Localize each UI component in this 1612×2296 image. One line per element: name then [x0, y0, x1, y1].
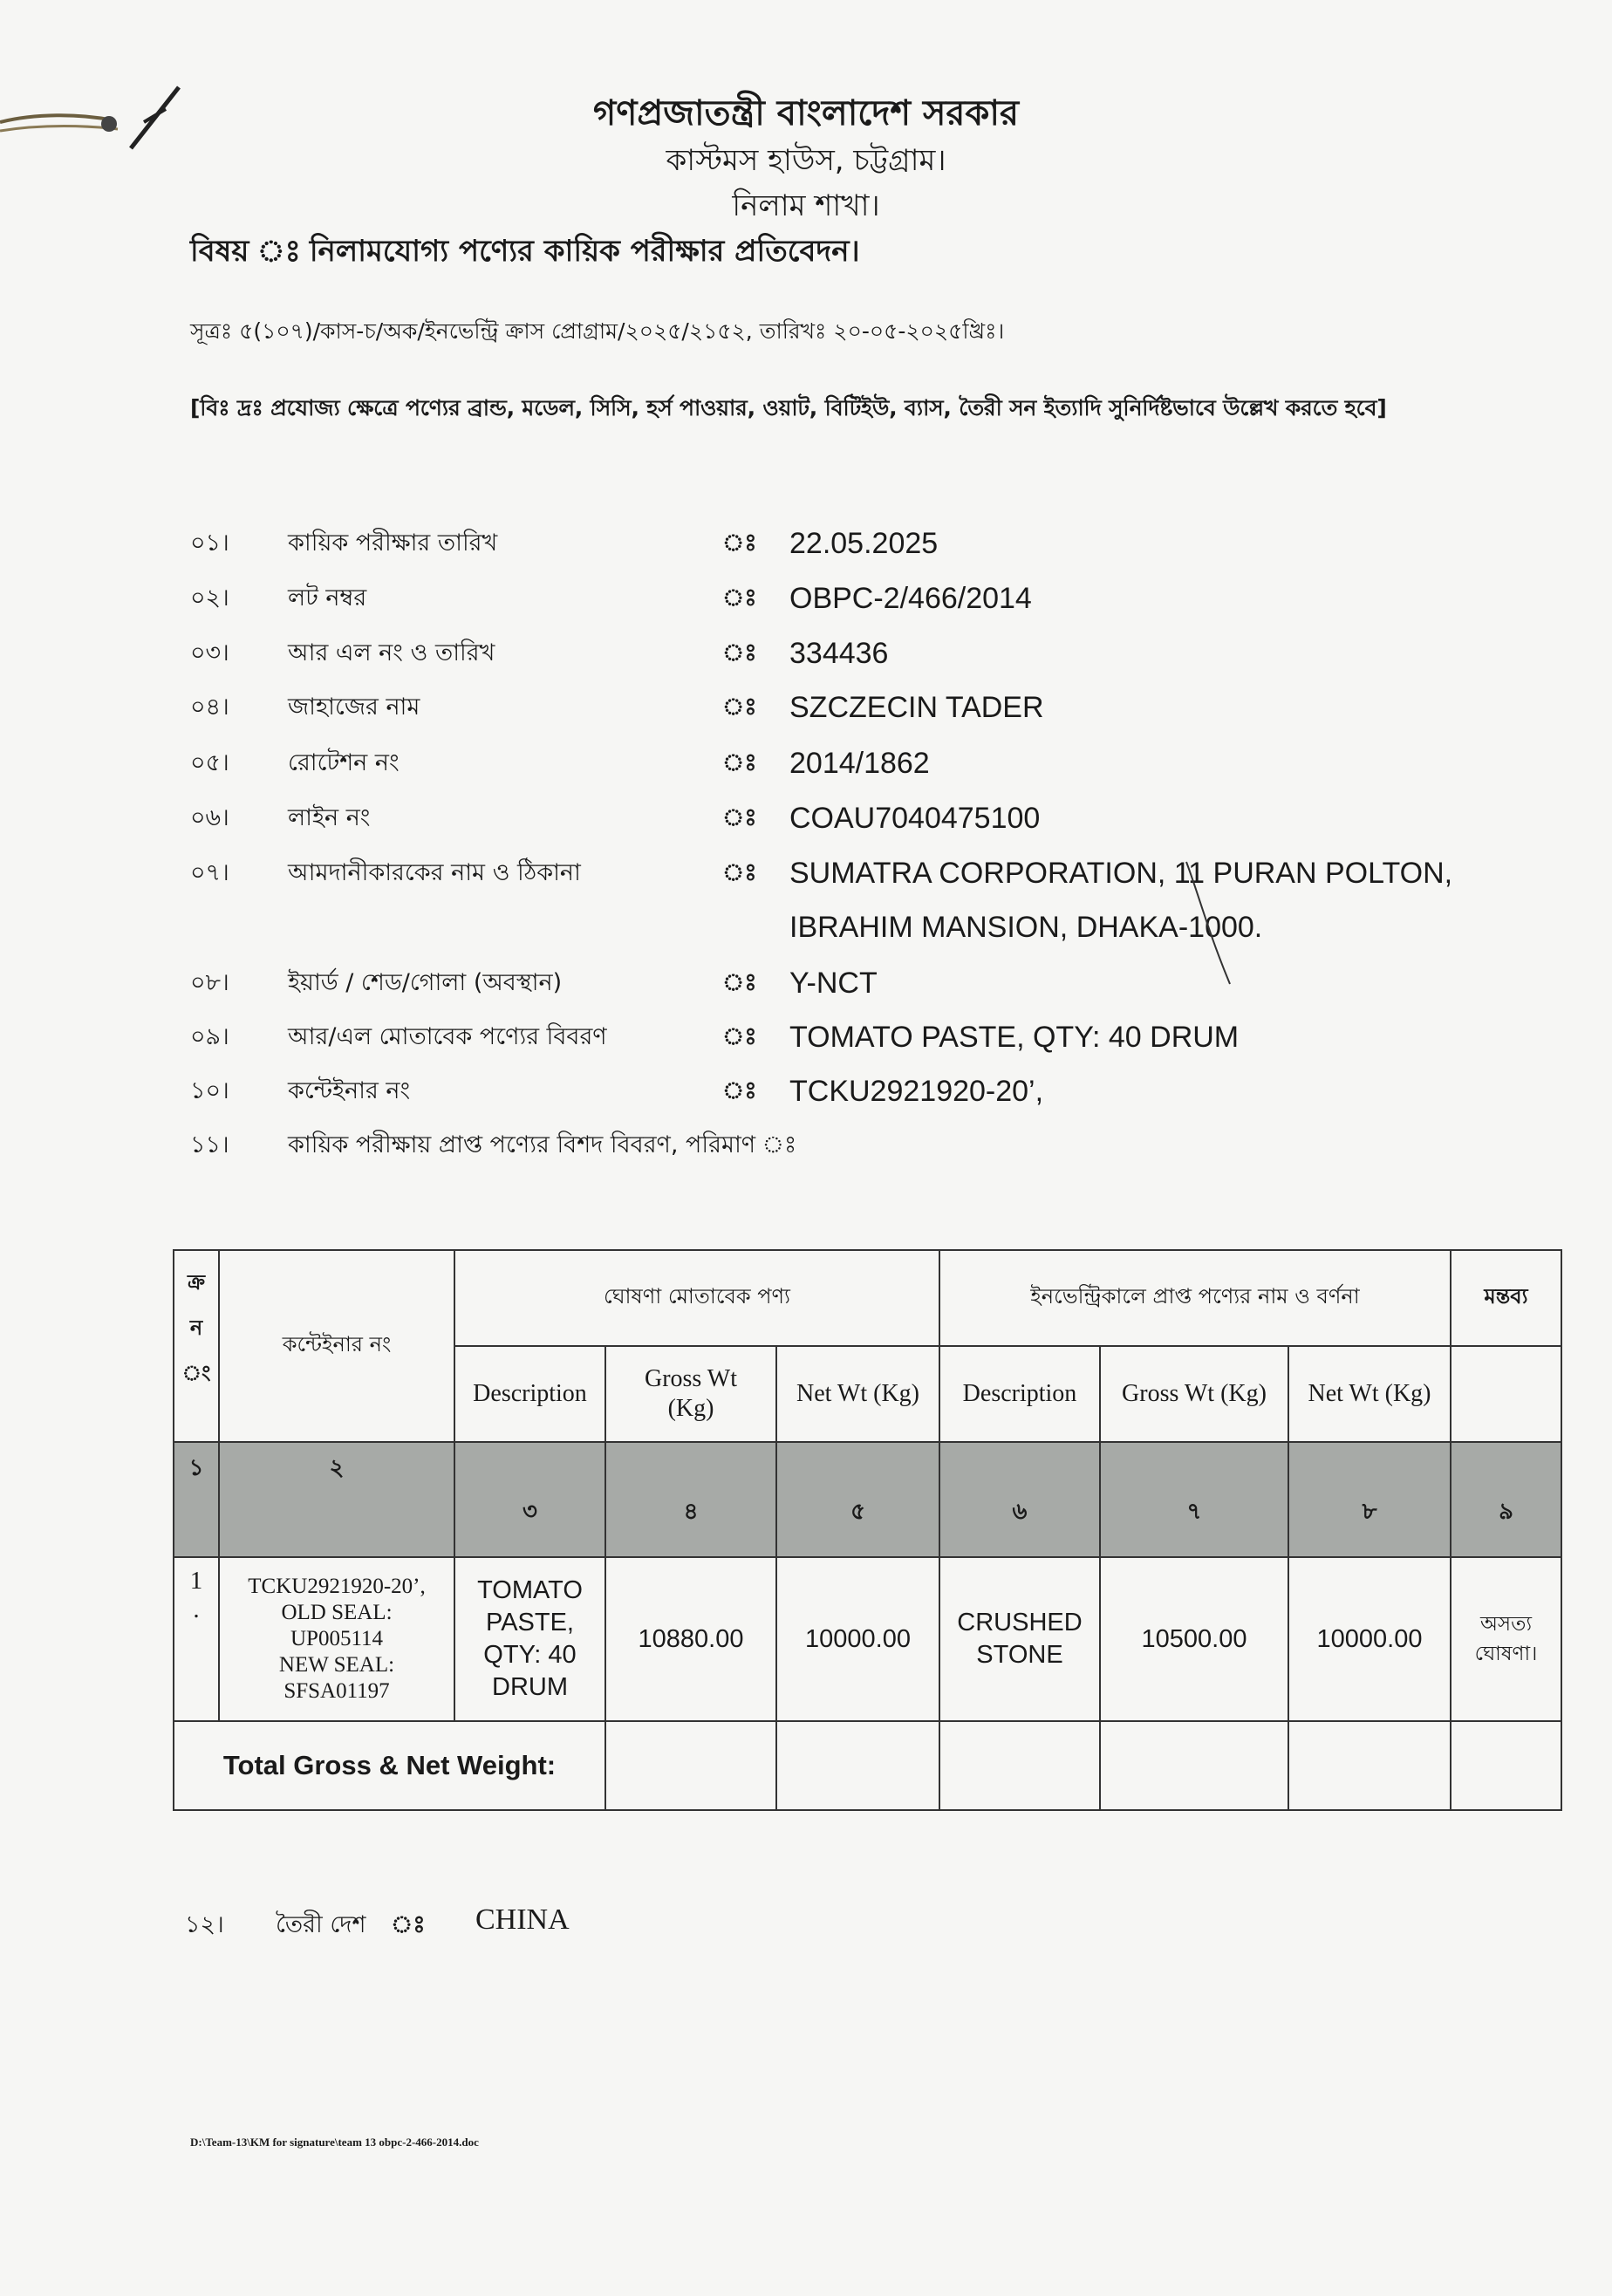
serial-header — [174, 1250, 219, 1442]
declared-goods-header: ঘোষণা মোতাবেক পণ্য — [454, 1250, 939, 1346]
column-number: ২ — [219, 1442, 454, 1557]
column-number: ৩ — [454, 1442, 605, 1557]
remarks-subheader-empty — [1451, 1346, 1561, 1442]
item-value: 2014/1862 — [789, 747, 930, 780]
item-colon: ঃ — [722, 530, 757, 557]
remarks-cell — [1451, 1557, 1561, 1721]
item-label: কায়িক পরীক্ষার তারিখ — [288, 530, 498, 557]
reference-line: সূত্রঃ ৫(১০৭)/কাস-চ/অক/ইনভেন্ট্রি ক্রাস প্রোগ্রাম/২০২৫/২১৫২, তারিখঃ ২০-০৫-২০২৫খ্রিঃ। — [190, 318, 1005, 344]
item-row — [0, 680, 1612, 735]
subject-label: বিষয় ঃ — [190, 234, 301, 269]
item-number: ০১। — [190, 530, 229, 557]
item-colon: ঃ — [722, 804, 757, 831]
item-colon: ঃ — [722, 1077, 757, 1104]
item-row — [0, 1118, 1612, 1172]
total-empty-cell — [1451, 1721, 1561, 1810]
container-line: OLD SEAL: — [281, 1601, 393, 1624]
item-value: Y-NCT — [789, 967, 878, 1000]
branch-name: নিলাম শাখা। — [732, 188, 880, 223]
item-value: SUMATRA CORPORATION, 11 PURAN POLTON, — [789, 857, 1453, 890]
remarks-line: অসত্য — [1479, 1613, 1533, 1636]
found-description-header: Description — [939, 1346, 1100, 1442]
item-label: লট নম্বর — [288, 584, 367, 612]
description-line: STONE — [976, 1641, 1063, 1669]
item-colon: ঃ — [722, 859, 757, 886]
item-colon: ঃ — [722, 749, 757, 776]
declared-net-cell: 10000.00 — [776, 1557, 939, 1721]
note-line: [বিঃ দ্রঃ প্রযোজ্য ক্ষেত্রে পণ্যের ব্রান্ড, মডেল, সিসি, হর্স পাওয়ার, ওয়াট, বিটিইউ, ব্যাস, তৈরী সন ইত্যাদি সুনির্দিষ্টভাবে উল্লেখ করতে হবে] — [190, 395, 1387, 420]
item-number: ০৬। — [190, 804, 229, 831]
column-number: ৬ — [939, 1442, 1100, 1557]
description-line: QTY: 40 — [483, 1641, 577, 1669]
column-number: ৮ — [1288, 1442, 1451, 1557]
serial-cell — [174, 1557, 219, 1721]
item-number: ০৮। — [190, 969, 229, 996]
item-row — [0, 1010, 1612, 1064]
pen-mark-icon — [1178, 853, 1247, 993]
item-label: আর/এল মোতাবেক পণ্যের বিবরণ — [288, 1023, 607, 1050]
serial-value: 1 — [189, 1567, 203, 1595]
column-number: ৭ — [1100, 1442, 1288, 1557]
column-number: ৯ — [1451, 1442, 1561, 1557]
found-net-cell: 10000.00 — [1288, 1557, 1451, 1721]
item-number: ০৫। — [190, 749, 229, 776]
declared-description-cell — [454, 1557, 605, 1721]
item-number: ০৪। — [190, 694, 229, 721]
table-header-row — [174, 1250, 1561, 1346]
inspection-table — [173, 1249, 1562, 1811]
declared-gross-header: Gross Wt (Kg) — [605, 1346, 776, 1442]
item-number: ০৭। — [190, 859, 229, 886]
total-empty-cell — [1288, 1721, 1451, 1810]
item-number: ১১। — [190, 1131, 229, 1158]
found-goods-header: ইনভেন্ট্রিকালে প্রাপ্ত পণ্যের নাম ও বর্ণনা — [939, 1250, 1451, 1346]
footer-file-path: D:\Team-13\KM for signature\team 13 obpc-2-466-2014.doc — [190, 2135, 479, 2149]
declared-gross-cell: 10880.00 — [605, 1557, 776, 1721]
item-number: ০৯। — [190, 1023, 229, 1050]
remarks-header: মন্তব্য — [1451, 1250, 1561, 1346]
total-row — [174, 1721, 1561, 1810]
origin-label: তৈরী দেশ — [276, 1911, 366, 1938]
declared-description-header: Description — [454, 1346, 605, 1442]
remarks-line: ঘোষণা। — [1474, 1643, 1538, 1665]
item-label: জাহাজের নাম — [288, 694, 420, 721]
found-description-cell — [939, 1557, 1100, 1721]
container-line: UP005114 — [290, 1627, 384, 1650]
serial-header-part: ং — [181, 1361, 211, 1385]
item-row — [0, 846, 1612, 900]
total-empty-cell — [939, 1721, 1100, 1810]
item-row — [0, 571, 1612, 625]
description-line: TOMATO — [477, 1576, 583, 1604]
government-title: গণপ্রজাতন্ত্রী বাংলাদেশ সরকার — [593, 93, 1019, 133]
description-line: CRUSHED — [957, 1609, 1083, 1637]
found-gross-header: Gross Wt (Kg) — [1100, 1346, 1288, 1442]
subject-line — [190, 229, 860, 278]
container-line: TCKU2921920-20’, — [248, 1575, 426, 1598]
item-value-line2: IBRAHIM MANSION, DHAKA-1000. — [789, 911, 1263, 944]
table-row — [174, 1557, 1561, 1721]
item-row — [0, 736, 1612, 790]
container-line: SFSA01197 — [283, 1679, 390, 1703]
description-line: PASTE, — [486, 1609, 574, 1637]
container-cell — [219, 1557, 454, 1721]
item-value: TOMATO PASTE, QTY: 40 DRUM — [789, 1021, 1240, 1054]
item-row — [0, 1064, 1612, 1118]
total-empty-cell — [776, 1721, 939, 1810]
column-number: ৫ — [776, 1442, 939, 1557]
item-row — [0, 626, 1612, 680]
container-header: কন্টেইনার নং — [219, 1250, 454, 1442]
item-row-continuation — [0, 900, 1612, 954]
description-line: DRUM — [492, 1673, 568, 1701]
total-empty-cell — [605, 1721, 776, 1810]
item-colon: ঃ — [722, 639, 757, 666]
item-label: রোটেশন নং — [288, 749, 400, 776]
column-number: ৪ — [605, 1442, 776, 1557]
item-label: আমদানীকারকের নাম ও ঠিকানা — [288, 859, 581, 886]
origin-colon: ঃ — [391, 1911, 426, 1938]
office-name: কাস্টমস হাউস, চট্টগ্রাম। — [666, 143, 946, 178]
subject-text: নিলামযোগ্য পণ্যের কায়িক পরীক্ষার প্রতিবেদন। — [309, 234, 860, 269]
item-label: কন্টেইনার নং — [288, 1077, 411, 1104]
item-number: ১০। — [190, 1077, 229, 1104]
container-line: NEW SEAL: — [278, 1653, 395, 1677]
item-value: 22.05.2025 — [789, 527, 939, 560]
serial-dot: . — [193, 1596, 200, 1623]
item-label: ইয়ার্ড / শেড/গোলা (অবস্থান) — [288, 969, 563, 996]
item-colon: ঃ — [722, 1023, 757, 1050]
origin-value: CHINA — [475, 1903, 570, 1936]
serial-header-part: ক্র — [187, 1270, 206, 1295]
item-label: আর এল নং ও তারিখ — [288, 639, 495, 666]
item-value: TCKU2921920-20’, — [789, 1075, 1044, 1108]
item-row — [0, 791, 1612, 845]
found-gross-cell: 10500.00 — [1100, 1557, 1288, 1721]
item-value: SZCZECIN TADER — [789, 691, 1044, 724]
item-value: 334436 — [789, 637, 889, 670]
item-label: লাইন নং — [288, 804, 371, 831]
column-number-row — [174, 1442, 1561, 1557]
item-row — [0, 516, 1612, 571]
origin-number: ১২। — [185, 1911, 224, 1938]
column-number: ১ — [174, 1442, 219, 1557]
item-value: OBPC-2/466/2014 — [789, 582, 1032, 615]
item-value: COAU7040475100 — [789, 802, 1041, 835]
item-colon: ঃ — [722, 694, 757, 721]
item-colon: ঃ — [722, 584, 757, 612]
item-number: ০৩। — [190, 639, 229, 666]
item-row — [0, 956, 1612, 1010]
item-number: ০২। — [190, 584, 229, 612]
item-label: কায়িক পরীক্ষায় প্রাপ্ত পণ্যের বিশদ বিবরণ, পরিমাণ ঃ — [288, 1131, 797, 1158]
total-label: Total Gross & Net Weight: — [174, 1721, 605, 1810]
declared-net-header: Net Wt (Kg) — [776, 1346, 939, 1442]
found-net-header: Net Wt (Kg) — [1288, 1346, 1451, 1442]
item-colon: ঃ — [722, 969, 757, 996]
total-empty-cell — [1100, 1721, 1288, 1810]
serial-header-part: ন — [189, 1315, 203, 1340]
